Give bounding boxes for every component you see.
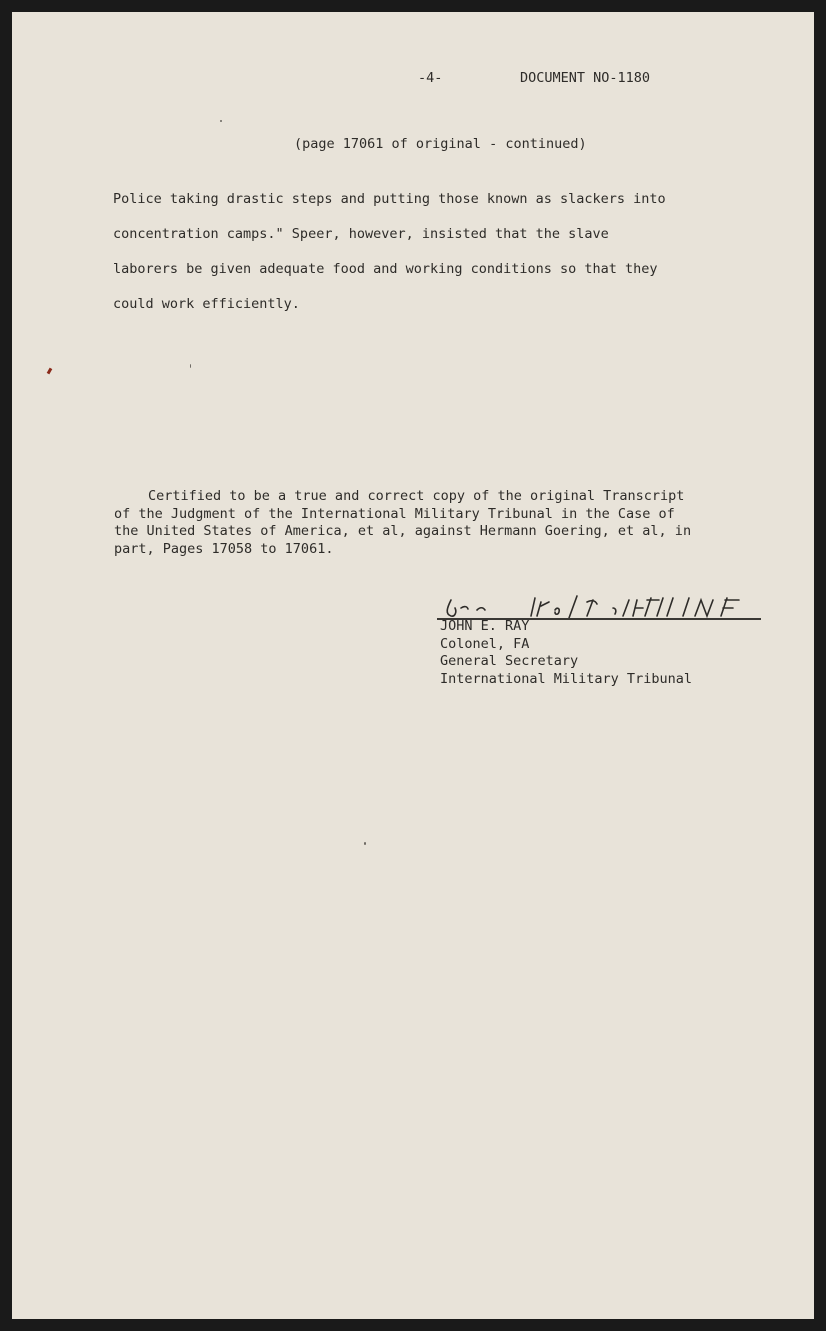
- paper-speck: [220, 120, 222, 122]
- page-number: -4-: [418, 70, 443, 86]
- certification-paragraph: [114, 488, 714, 558]
- signatory-organization: International Military Tribunal: [440, 670, 692, 687]
- certification-line: Certified to be a true and correct copy of the original Transcript: [148, 488, 685, 504]
- handwritten-signature: [437, 590, 767, 620]
- page-header: [12, 70, 814, 90]
- document-id: DOCUMENT NO-1180: [520, 70, 651, 86]
- body-paragraph: [113, 182, 703, 322]
- certification-line: part, Pages 17058 to 17061.: [114, 540, 334, 557]
- document-page: [12, 12, 814, 1319]
- certification-line: the United States of America, et al, against Hermann Goering, et al, in: [114, 523, 692, 539]
- signatory-block: [440, 618, 692, 688]
- certification-line: of the Judgment of the International Military Tribunal in the Case of: [114, 505, 675, 522]
- signatory-title: General Secretary: [440, 653, 579, 669]
- body-line: Police taking drastic steps and putting those known as slackers into: [113, 191, 666, 207]
- continuation-note: (page 17061 of original - continued): [294, 136, 587, 152]
- body-line: laborers be given adequate food and working conditions so that they: [113, 261, 658, 277]
- signatory-name: JOHN E. RAY: [440, 618, 530, 634]
- paper-speck: [190, 364, 191, 368]
- paper-speck: [364, 842, 366, 845]
- signatory-rank: Colonel, FA: [440, 635, 530, 652]
- ink-mark: [47, 368, 53, 375]
- body-line: could work efficiently.: [113, 296, 300, 312]
- body-line: concentration camps." Speer, however, insisted that the slave: [113, 226, 609, 242]
